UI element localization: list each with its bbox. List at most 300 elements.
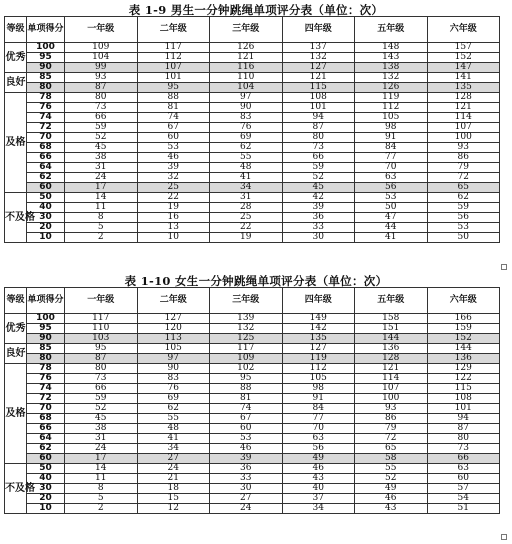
value-cell: 87 xyxy=(65,354,138,364)
page-corner-mark xyxy=(501,534,507,540)
header-grade-6: 六年级 xyxy=(427,288,500,314)
value-cell: 109 xyxy=(210,354,283,364)
score-cell: 30 xyxy=(27,484,65,494)
score-cell: 100 xyxy=(27,314,65,324)
value-cell: 25 xyxy=(210,213,283,223)
value-cell: 147 xyxy=(427,63,500,73)
score-cell: 95 xyxy=(27,324,65,334)
value-cell: 104 xyxy=(210,83,283,93)
score-cell: 74 xyxy=(27,384,65,394)
value-cell: 55 xyxy=(137,414,210,424)
value-cell: 117 xyxy=(210,344,283,354)
table-row xyxy=(5,193,500,203)
value-cell: 59 xyxy=(282,163,355,173)
score-cell: 68 xyxy=(27,414,65,424)
value-cell: 32 xyxy=(137,173,210,183)
table-row xyxy=(5,504,500,514)
value-cell: 53 xyxy=(427,223,500,233)
value-cell: 136 xyxy=(427,354,500,364)
value-cell: 101 xyxy=(427,404,500,414)
value-cell: 107 xyxy=(137,63,210,73)
value-cell: 127 xyxy=(282,344,355,354)
value-cell: 144 xyxy=(427,344,500,354)
table-row xyxy=(5,63,500,73)
value-cell: 13 xyxy=(137,223,210,233)
table-row xyxy=(5,93,500,103)
value-cell: 86 xyxy=(355,414,428,424)
value-cell: 2 xyxy=(65,504,138,514)
value-cell: 101 xyxy=(282,103,355,113)
value-cell: 46 xyxy=(137,153,210,163)
value-cell: 100 xyxy=(355,394,428,404)
value-cell: 48 xyxy=(210,163,283,173)
value-cell: 117 xyxy=(137,43,210,53)
score-cell: 10 xyxy=(27,233,65,243)
header-grade-2: 二年级 xyxy=(137,17,210,43)
value-cell: 47 xyxy=(355,213,428,223)
value-cell: 59 xyxy=(65,394,138,404)
score-cell: 85 xyxy=(27,344,65,354)
table-row xyxy=(5,113,500,123)
header-grade-1: 一年级 xyxy=(65,288,138,314)
table-caption-boys: 表 1-9 男生一分钟跳绳单项评分表（单位：次） xyxy=(128,3,384,17)
value-cell: 103 xyxy=(65,334,138,344)
value-cell: 126 xyxy=(355,83,428,93)
table-row xyxy=(5,123,500,133)
value-cell: 33 xyxy=(210,474,283,484)
value-cell: 11 xyxy=(65,474,138,484)
table-row xyxy=(5,394,500,404)
value-cell: 95 xyxy=(65,344,138,354)
value-cell: 44 xyxy=(355,223,428,233)
score-cell: 95 xyxy=(27,53,65,63)
value-cell: 109 xyxy=(65,43,138,53)
score-cell: 66 xyxy=(27,424,65,434)
table-row xyxy=(5,324,500,334)
table-row xyxy=(5,444,500,454)
score-cell: 74 xyxy=(27,113,65,123)
value-cell: 72 xyxy=(355,434,428,444)
level-label: 良好 xyxy=(5,73,27,93)
value-cell: 65 xyxy=(355,444,428,454)
value-cell: 51 xyxy=(427,504,500,514)
score-cell: 62 xyxy=(27,173,65,183)
value-cell: 80 xyxy=(65,364,138,374)
table-row xyxy=(5,203,500,213)
value-cell: 60 xyxy=(137,133,210,143)
score-cell: 72 xyxy=(27,394,65,404)
value-cell: 152 xyxy=(427,53,500,63)
table-row xyxy=(5,484,500,494)
value-cell: 94 xyxy=(427,414,500,424)
score-cell: 72 xyxy=(27,123,65,133)
value-cell: 132 xyxy=(355,73,428,83)
value-cell: 66 xyxy=(65,384,138,394)
value-cell: 88 xyxy=(137,93,210,103)
value-cell: 34 xyxy=(210,183,283,193)
table-row xyxy=(5,73,500,83)
table-row xyxy=(5,103,500,113)
value-cell: 17 xyxy=(65,183,138,193)
value-cell: 41 xyxy=(210,173,283,183)
value-cell: 58 xyxy=(355,454,428,464)
value-cell: 22 xyxy=(137,193,210,203)
table-row xyxy=(5,233,500,243)
value-cell: 157 xyxy=(427,43,500,53)
score-cell: 50 xyxy=(27,464,65,474)
value-cell: 70 xyxy=(282,424,355,434)
level-label: 不及格 xyxy=(5,193,27,243)
value-cell: 139 xyxy=(210,314,283,324)
value-cell: 81 xyxy=(210,394,283,404)
value-cell: 121 xyxy=(210,53,283,63)
value-cell: 25 xyxy=(137,183,210,193)
value-cell: 135 xyxy=(427,83,500,93)
score-cell: 64 xyxy=(27,163,65,173)
value-cell: 148 xyxy=(355,43,428,53)
table-row xyxy=(5,414,500,424)
score-cell: 20 xyxy=(27,223,65,233)
value-cell: 100 xyxy=(427,133,500,143)
value-cell: 38 xyxy=(65,153,138,163)
value-cell: 101 xyxy=(137,73,210,83)
value-cell: 5 xyxy=(65,223,138,233)
table-row xyxy=(5,464,500,474)
value-cell: 27 xyxy=(210,494,283,504)
value-cell: 66 xyxy=(65,113,138,123)
value-cell: 63 xyxy=(355,173,428,183)
value-cell: 73 xyxy=(65,374,138,384)
value-cell: 105 xyxy=(282,374,355,384)
header-grade-2: 二年级 xyxy=(137,288,210,314)
value-cell: 138 xyxy=(355,63,428,73)
value-cell: 93 xyxy=(355,404,428,414)
value-cell: 74 xyxy=(137,113,210,123)
value-cell: 108 xyxy=(427,394,500,404)
value-cell: 56 xyxy=(355,183,428,193)
value-cell: 97 xyxy=(137,354,210,364)
value-cell: 73 xyxy=(427,444,500,454)
table-row xyxy=(5,384,500,394)
score-cell: 40 xyxy=(27,474,65,484)
table-row xyxy=(5,344,500,354)
value-cell: 137 xyxy=(282,43,355,53)
value-cell: 136 xyxy=(355,344,428,354)
table-row xyxy=(5,404,500,414)
value-cell: 94 xyxy=(282,113,355,123)
value-cell: 17 xyxy=(65,454,138,464)
value-cell: 41 xyxy=(355,233,428,243)
value-cell: 129 xyxy=(427,364,500,374)
score-table-boys xyxy=(4,16,500,243)
value-cell: 52 xyxy=(355,474,428,484)
value-cell: 50 xyxy=(427,233,500,243)
value-cell: 49 xyxy=(355,484,428,494)
value-cell: 69 xyxy=(137,394,210,404)
value-cell: 105 xyxy=(355,113,428,123)
score-cell: 10 xyxy=(27,504,65,514)
value-cell: 93 xyxy=(65,73,138,83)
value-cell: 77 xyxy=(282,414,355,424)
table-row xyxy=(5,334,500,344)
value-cell: 126 xyxy=(210,43,283,53)
value-cell: 121 xyxy=(427,103,500,113)
score-cell: 78 xyxy=(27,93,65,103)
value-cell: 8 xyxy=(65,484,138,494)
value-cell: 70 xyxy=(355,163,428,173)
value-cell: 125 xyxy=(210,334,283,344)
value-cell: 80 xyxy=(282,133,355,143)
value-cell: 8 xyxy=(65,213,138,223)
level-label: 不及格 xyxy=(5,464,27,514)
value-cell: 87 xyxy=(282,123,355,133)
score-cell: 90 xyxy=(27,63,65,73)
table-row xyxy=(5,474,500,484)
value-cell: 83 xyxy=(210,113,283,123)
value-cell: 52 xyxy=(282,173,355,183)
value-cell: 24 xyxy=(210,504,283,514)
table-row xyxy=(5,153,500,163)
score-cell: 100 xyxy=(27,43,65,53)
value-cell: 14 xyxy=(65,464,138,474)
table-row xyxy=(5,424,500,434)
value-cell: 90 xyxy=(210,103,283,113)
score-table-girls xyxy=(4,287,500,514)
score-cell: 85 xyxy=(27,73,65,83)
level-label: 及格 xyxy=(5,93,27,193)
header-grade-5: 五年级 xyxy=(355,288,428,314)
header-grade-5: 五年级 xyxy=(355,17,428,43)
value-cell: 115 xyxy=(282,83,355,93)
header-grade: 等级 xyxy=(5,17,27,43)
value-cell: 119 xyxy=(355,93,428,103)
value-cell: 128 xyxy=(427,93,500,103)
value-cell: 107 xyxy=(355,384,428,394)
value-cell: 98 xyxy=(282,384,355,394)
table-row xyxy=(5,163,500,173)
value-cell: 50 xyxy=(355,203,428,213)
value-cell: 42 xyxy=(282,193,355,203)
value-cell: 141 xyxy=(427,73,500,83)
value-cell: 159 xyxy=(427,324,500,334)
score-cell: 60 xyxy=(27,183,65,193)
table-row xyxy=(5,133,500,143)
level-label: 良好 xyxy=(5,344,27,364)
value-cell: 45 xyxy=(65,143,138,153)
value-cell: 84 xyxy=(355,143,428,153)
value-cell: 128 xyxy=(355,354,428,364)
table-row xyxy=(5,494,500,504)
score-cell: 80 xyxy=(27,354,65,364)
table-row xyxy=(5,364,500,374)
value-cell: 142 xyxy=(282,324,355,334)
value-cell: 119 xyxy=(282,354,355,364)
value-cell: 49 xyxy=(282,454,355,464)
value-cell: 166 xyxy=(427,314,500,324)
value-cell: 107 xyxy=(427,123,500,133)
value-cell: 22 xyxy=(210,223,283,233)
table-row xyxy=(5,213,500,223)
value-cell: 38 xyxy=(65,424,138,434)
value-cell: 45 xyxy=(65,414,138,424)
value-cell: 144 xyxy=(355,334,428,344)
value-cell: 114 xyxy=(355,374,428,384)
value-cell: 152 xyxy=(427,334,500,344)
table-header-row xyxy=(5,288,500,314)
table-row xyxy=(5,183,500,193)
value-cell: 19 xyxy=(137,203,210,213)
value-cell: 98 xyxy=(355,123,428,133)
value-cell: 14 xyxy=(65,193,138,203)
table-row xyxy=(5,53,500,63)
score-cell: 50 xyxy=(27,193,65,203)
value-cell: 91 xyxy=(355,133,428,143)
value-cell: 72 xyxy=(427,173,500,183)
value-cell: 56 xyxy=(427,213,500,223)
value-cell: 76 xyxy=(210,123,283,133)
value-cell: 12 xyxy=(137,504,210,514)
value-cell: 37 xyxy=(282,494,355,504)
header-grade-3: 三年级 xyxy=(210,288,283,314)
table-row xyxy=(5,173,500,183)
value-cell: 36 xyxy=(282,213,355,223)
value-cell: 59 xyxy=(427,203,500,213)
value-cell: 46 xyxy=(355,494,428,504)
value-cell: 81 xyxy=(137,103,210,113)
value-cell: 19 xyxy=(210,233,283,243)
header-score: 单项得分 xyxy=(27,17,65,43)
value-cell: 104 xyxy=(65,53,138,63)
page-corner-mark xyxy=(501,264,507,270)
value-cell: 53 xyxy=(137,143,210,153)
score-cell: 76 xyxy=(27,103,65,113)
value-cell: 95 xyxy=(137,83,210,93)
table-row xyxy=(5,434,500,444)
value-cell: 65 xyxy=(427,183,500,193)
level-label: 优秀 xyxy=(5,43,27,73)
value-cell: 95 xyxy=(210,374,283,384)
level-label: 及格 xyxy=(5,364,27,464)
value-cell: 10 xyxy=(137,233,210,243)
value-cell: 90 xyxy=(137,364,210,374)
value-cell: 120 xyxy=(137,324,210,334)
score-cell: 30 xyxy=(27,213,65,223)
value-cell: 102 xyxy=(210,364,283,374)
value-cell: 11 xyxy=(65,203,138,213)
value-cell: 31 xyxy=(210,193,283,203)
value-cell: 121 xyxy=(355,364,428,374)
value-cell: 52 xyxy=(65,404,138,414)
value-cell: 66 xyxy=(282,153,355,163)
value-cell: 63 xyxy=(282,434,355,444)
score-cell: 76 xyxy=(27,374,65,384)
value-cell: 121 xyxy=(282,73,355,83)
value-cell: 88 xyxy=(210,384,283,394)
value-cell: 24 xyxy=(65,444,138,454)
value-cell: 127 xyxy=(282,63,355,73)
value-cell: 149 xyxy=(282,314,355,324)
value-cell: 73 xyxy=(282,143,355,153)
value-cell: 99 xyxy=(65,63,138,73)
value-cell: 31 xyxy=(65,163,138,173)
value-cell: 39 xyxy=(282,203,355,213)
value-cell: 73 xyxy=(65,103,138,113)
value-cell: 24 xyxy=(137,464,210,474)
value-cell: 114 xyxy=(427,113,500,123)
table-row xyxy=(5,374,500,384)
value-cell: 115 xyxy=(427,384,500,394)
score-cell: 70 xyxy=(27,404,65,414)
value-cell: 87 xyxy=(65,83,138,93)
value-cell: 66 xyxy=(427,454,500,464)
value-cell: 87 xyxy=(427,424,500,434)
value-cell: 55 xyxy=(355,464,428,474)
value-cell: 40 xyxy=(282,484,355,494)
value-cell: 110 xyxy=(65,324,138,334)
value-cell: 143 xyxy=(355,53,428,63)
value-cell: 105 xyxy=(137,344,210,354)
value-cell: 54 xyxy=(427,494,500,504)
value-cell: 15 xyxy=(137,494,210,504)
header-grade-1: 一年级 xyxy=(65,17,138,43)
value-cell: 112 xyxy=(282,364,355,374)
score-cell: 64 xyxy=(27,434,65,444)
table-header-row xyxy=(5,17,500,43)
value-cell: 158 xyxy=(355,314,428,324)
score-cell: 20 xyxy=(27,494,65,504)
score-cell: 40 xyxy=(27,203,65,213)
value-cell: 117 xyxy=(65,314,138,324)
value-cell: 34 xyxy=(137,444,210,454)
value-cell: 112 xyxy=(355,103,428,113)
value-cell: 55 xyxy=(210,153,283,163)
value-cell: 5 xyxy=(65,494,138,504)
value-cell: 62 xyxy=(427,193,500,203)
header-grade-4: 四年级 xyxy=(282,17,355,43)
value-cell: 53 xyxy=(355,193,428,203)
value-cell: 77 xyxy=(355,153,428,163)
value-cell: 113 xyxy=(137,334,210,344)
header-score: 单项得分 xyxy=(27,288,65,314)
value-cell: 63 xyxy=(427,464,500,474)
table-row xyxy=(5,223,500,233)
score-cell: 70 xyxy=(27,133,65,143)
value-cell: 127 xyxy=(137,314,210,324)
value-cell: 67 xyxy=(137,123,210,133)
value-cell: 27 xyxy=(137,454,210,464)
value-cell: 53 xyxy=(210,434,283,444)
value-cell: 30 xyxy=(282,233,355,243)
value-cell: 24 xyxy=(65,173,138,183)
value-cell: 122 xyxy=(427,374,500,384)
value-cell: 76 xyxy=(137,384,210,394)
value-cell: 91 xyxy=(282,394,355,404)
value-cell: 108 xyxy=(282,93,355,103)
score-cell: 60 xyxy=(27,454,65,464)
value-cell: 48 xyxy=(137,424,210,434)
value-cell: 74 xyxy=(210,404,283,414)
value-cell: 46 xyxy=(210,444,283,454)
value-cell: 34 xyxy=(282,504,355,514)
value-cell: 60 xyxy=(427,474,500,484)
value-cell: 18 xyxy=(137,484,210,494)
value-cell: 132 xyxy=(282,53,355,63)
value-cell: 110 xyxy=(210,73,283,83)
value-cell: 59 xyxy=(65,123,138,133)
value-cell: 93 xyxy=(427,143,500,153)
value-cell: 69 xyxy=(210,133,283,143)
value-cell: 33 xyxy=(282,223,355,233)
